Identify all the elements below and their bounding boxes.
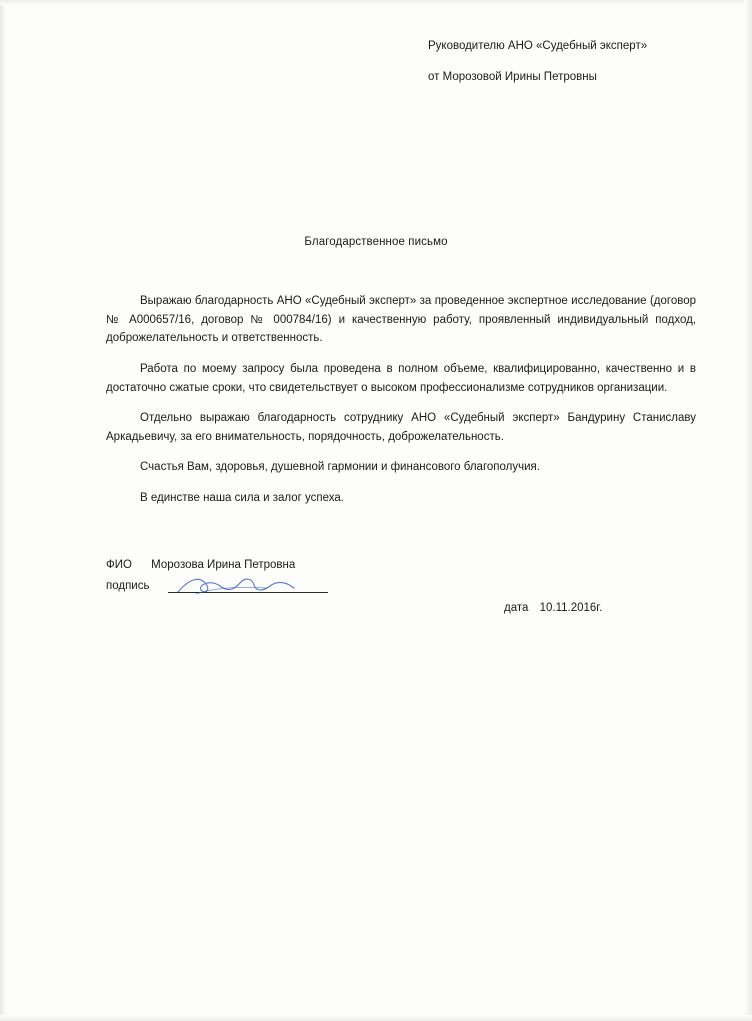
scan-edge-top bbox=[0, 0, 752, 5]
signature-name-label: ФИО bbox=[106, 559, 132, 571]
letter-body bbox=[106, 292, 696, 508]
handwritten-signature-icon bbox=[174, 572, 324, 598]
scan-edge-bottom bbox=[0, 1015, 752, 1021]
signature-name-row bbox=[106, 557, 706, 574]
addressee-recipient: Руководителю АНО «Судебный эксперт» bbox=[428, 40, 648, 52]
body-paragraph: В единстве наша сила и залог успеха. bbox=[140, 492, 344, 504]
body-paragraph: Счастья Вам, здоровья, душевной гармонии и финансового благополучия. bbox=[140, 461, 540, 474]
body-paragraph: Выражаю благодарность АНО «Судебный эксперт» за проведенное экспертное исследование (договор № А000657/16, договор № 000784/16) и качественную работу, проявленный индивидуальный подход, доброжелательность и ответственность. bbox=[106, 295, 696, 345]
signature-date-value: 10.11.2016г. bbox=[539, 602, 603, 615]
scan-edge-right bbox=[744, 0, 752, 1021]
signature-line bbox=[168, 592, 328, 593]
page-title: Благодарственное письмо bbox=[304, 236, 448, 248]
signature-name-value: Морозова Ирина Петровна bbox=[151, 559, 296, 571]
signature-date-label: дата bbox=[504, 602, 529, 615]
signature-sign-row bbox=[106, 578, 706, 615]
addressee-sender: от Морозовой Ирины Петровны bbox=[428, 70, 597, 83]
signature-date-row bbox=[504, 600, 602, 617]
addressee-block bbox=[428, 38, 728, 85]
body-paragraph: Отдельно выражаю благодарность сотруднику АНО «Судебный эксперт» Бандурину Станиславу Аркадьевичу, за его внимательность, порядочность, доброжелательность. bbox=[106, 412, 696, 443]
signature-label: подпись bbox=[106, 580, 150, 593]
body-paragraph: Работа по моему запросу была проведена в полном объеме, квалифицированно, качественно и в достаточно сжатые сроки, что свидетельствует о высоком профессионализме сотрудников организации. bbox=[106, 362, 696, 394]
signature-block bbox=[106, 557, 706, 615]
scan-edge-left bbox=[0, 0, 6, 1021]
